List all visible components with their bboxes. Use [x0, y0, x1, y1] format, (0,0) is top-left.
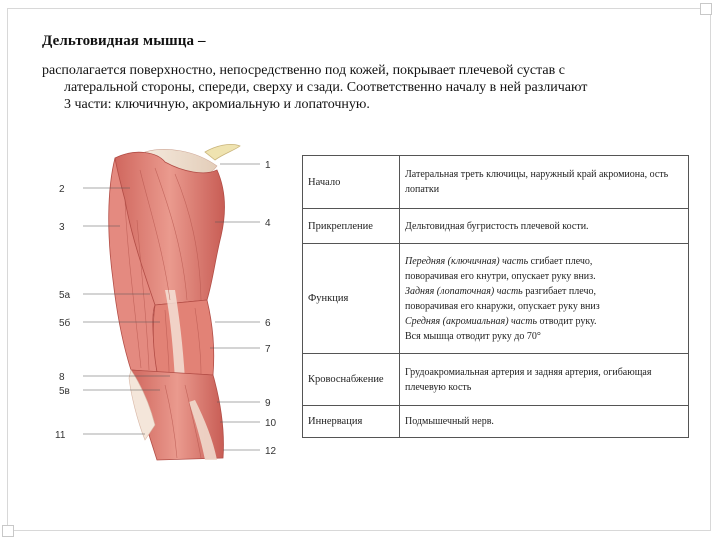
- figure-label-5v: 5в: [59, 386, 70, 397]
- row-head-function: Функция: [303, 244, 400, 354]
- row-head-blood: Кровоснабжение: [303, 354, 400, 406]
- function-posterior-part: Задняя (лопаточная) часть: [405, 285, 523, 297]
- figure-label-1: 1: [265, 160, 271, 171]
- function-posterior-text2: поворачивая его кнаружи, опускает руку вниз: [405, 300, 600, 312]
- intro-line-2: латеральной стороны, спереди, сверху и сзади. Соответственно началу в ней различают: [64, 80, 588, 95]
- deltoid-info-table: [302, 155, 689, 438]
- figure-label-7: 7: [265, 344, 271, 355]
- intro-paragraph: [42, 62, 682, 113]
- arm-muscle-illustration: [45, 140, 295, 470]
- intro-line-3: 3 части: ключичную, акромиальную и лопаточную.: [64, 97, 370, 112]
- function-anterior-text2: поворачивая его кнутри, опускает руку вниз.: [405, 270, 596, 282]
- function-posterior: [405, 284, 683, 299]
- row-head-nerve: Иннервация: [303, 406, 400, 438]
- figure-label-6: 6: [265, 318, 271, 329]
- table-row-nerve: [303, 406, 689, 438]
- row-head-origin: Начало: [303, 156, 400, 209]
- frame-corner-bottom-left: [2, 525, 14, 537]
- figure-label-5b: 5б: [59, 318, 71, 329]
- function-anterior: [405, 254, 683, 269]
- function-whole: Вся мышца отводит руку до 70°: [405, 330, 541, 342]
- row-head-insertion: Прикрепление: [303, 209, 400, 244]
- figure-label-9: 9: [265, 398, 271, 409]
- function-posterior-text: разгибает плечо,: [522, 285, 596, 297]
- clavicle-bone: [205, 144, 240, 160]
- row-value-function: [400, 244, 689, 354]
- slide-title: Дельтовидная мышца –: [42, 33, 206, 49]
- arm-svg: [45, 140, 295, 470]
- function-anterior-text: сгибает плечо,: [528, 255, 593, 267]
- figure-label-4: 4: [265, 218, 271, 229]
- table-row-function: [303, 244, 689, 354]
- table-row-insertion: [303, 209, 689, 244]
- figure-label-11: 11: [55, 430, 66, 441]
- figure-label-12: 12: [265, 446, 277, 457]
- figure-label-3: 3: [59, 222, 65, 233]
- function-middle-part: Средняя (акромиальная) часть: [405, 315, 538, 327]
- frame-corner-top-right: [700, 3, 712, 15]
- figure-label-8: 8: [59, 372, 65, 383]
- row-value-blood: Грудоакромиальная артерия и задняя артерия, огибающая плечевую кость: [400, 354, 689, 406]
- table-row-origin: [303, 156, 689, 209]
- intro-line-1: располагается поверхностно, непосредственно под кожей, покрывает плечевой сустав с: [42, 63, 565, 78]
- row-value-origin: Латеральная треть ключицы, наружный край акромиона, ость лопатки: [400, 156, 689, 209]
- table-row-blood: [303, 354, 689, 406]
- figure-label-5a: 5а: [59, 290, 71, 301]
- figure-label-10: 10: [265, 418, 277, 429]
- function-middle-text: отводит руку.: [537, 315, 597, 327]
- row-value-insertion: Дельтовидная бугристость плечевой кости.: [400, 209, 689, 244]
- row-value-nerve: Подмышечный нерв.: [400, 406, 689, 438]
- function-middle: [405, 314, 683, 329]
- function-anterior-part: Передняя (ключичная) часть: [405, 255, 529, 267]
- figure-label-2: 2: [59, 184, 65, 195]
